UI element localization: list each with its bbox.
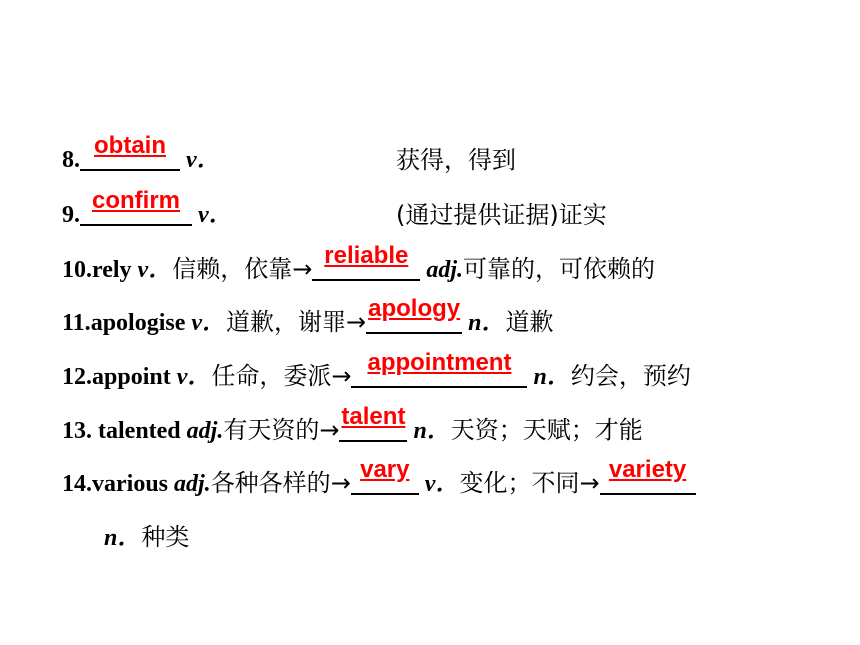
answer-text: confirm [91,187,180,214]
item-9-meaning: (通过提供证据)证实 [396,201,607,229]
part-of-speech: n． [533,364,571,390]
answer-blank [80,187,192,226]
item-number: 9. [62,202,80,228]
vocab-item-11 [62,295,554,342]
headword: apologise [90,310,186,336]
meaning: 可靠的，可依赖的 [462,255,655,283]
item-number: 14. [62,471,92,497]
answer-blank [339,403,407,442]
arrow-icon: → [579,469,600,497]
answer-text: variety [608,456,687,483]
vocab-item-12 [62,349,691,396]
meaning: 种类 [141,523,190,551]
item-number: 8. [62,147,80,173]
arrow-icon: → [346,308,367,336]
item-number: 12. [62,364,92,390]
meaning: 道歉，谢罪 [226,308,347,336]
part-of-speech: v． [198,202,233,228]
item-number: 13. [62,418,98,444]
part-of-speech: adj. [426,257,463,283]
headword: various [92,471,169,497]
answer-text: obtain [94,132,166,159]
part-of-speech: adj. [174,471,211,497]
vocab-item-9 [62,187,233,235]
part-of-speech: v． [191,310,227,336]
answer-text: vary [360,456,410,483]
vocab-item-14 [62,456,696,503]
meaning: 天资；天赋；才能 [450,416,643,444]
headword: talented [98,418,181,444]
answer-blank [312,242,420,281]
meaning: 任命，委派 [211,362,332,390]
arrow-icon: → [292,255,313,283]
item-number: 11. [62,310,91,336]
meaning: 变化；不同 [459,469,580,497]
arrow-icon: → [319,416,340,444]
part-of-speech: n． [104,525,142,551]
item-8-meaning: 获得，得到 [396,146,516,174]
vocab-item-10 [62,242,655,289]
vocab-item-8 [62,132,221,180]
part-of-speech: v． [186,147,221,173]
answer-text: reliable [324,242,409,269]
headword: rely [92,257,132,283]
answer-blank [351,349,527,388]
answer-blank [366,295,462,334]
meaning: 约会，预约 [570,362,691,390]
meaning: 有天资的 [223,416,320,444]
part-of-speech: v． [176,364,212,390]
answer-blank [351,456,419,495]
meaning: 各种各样的 [210,469,331,497]
answer-text: apology [368,295,461,322]
part-of-speech: v． [137,257,173,283]
arrow-icon: → [330,469,351,497]
vocab-item-13 [62,403,643,450]
answer-blank [600,456,696,495]
answer-text: talent [341,403,406,430]
meaning: 信赖，依靠 [172,255,293,283]
part-of-speech: n． [413,418,451,444]
arrow-icon: → [331,362,352,390]
part-of-speech: n． [468,310,506,336]
part-of-speech: v． [424,471,460,497]
part-of-speech: adj. [186,418,224,444]
meaning: 道歉 [505,308,554,336]
answer-blank [80,132,180,171]
item-number: 10. [62,257,92,283]
answer-text: appointment [367,349,512,376]
headword: appoint [92,364,171,390]
vocab-item-14-continued [104,517,189,557]
